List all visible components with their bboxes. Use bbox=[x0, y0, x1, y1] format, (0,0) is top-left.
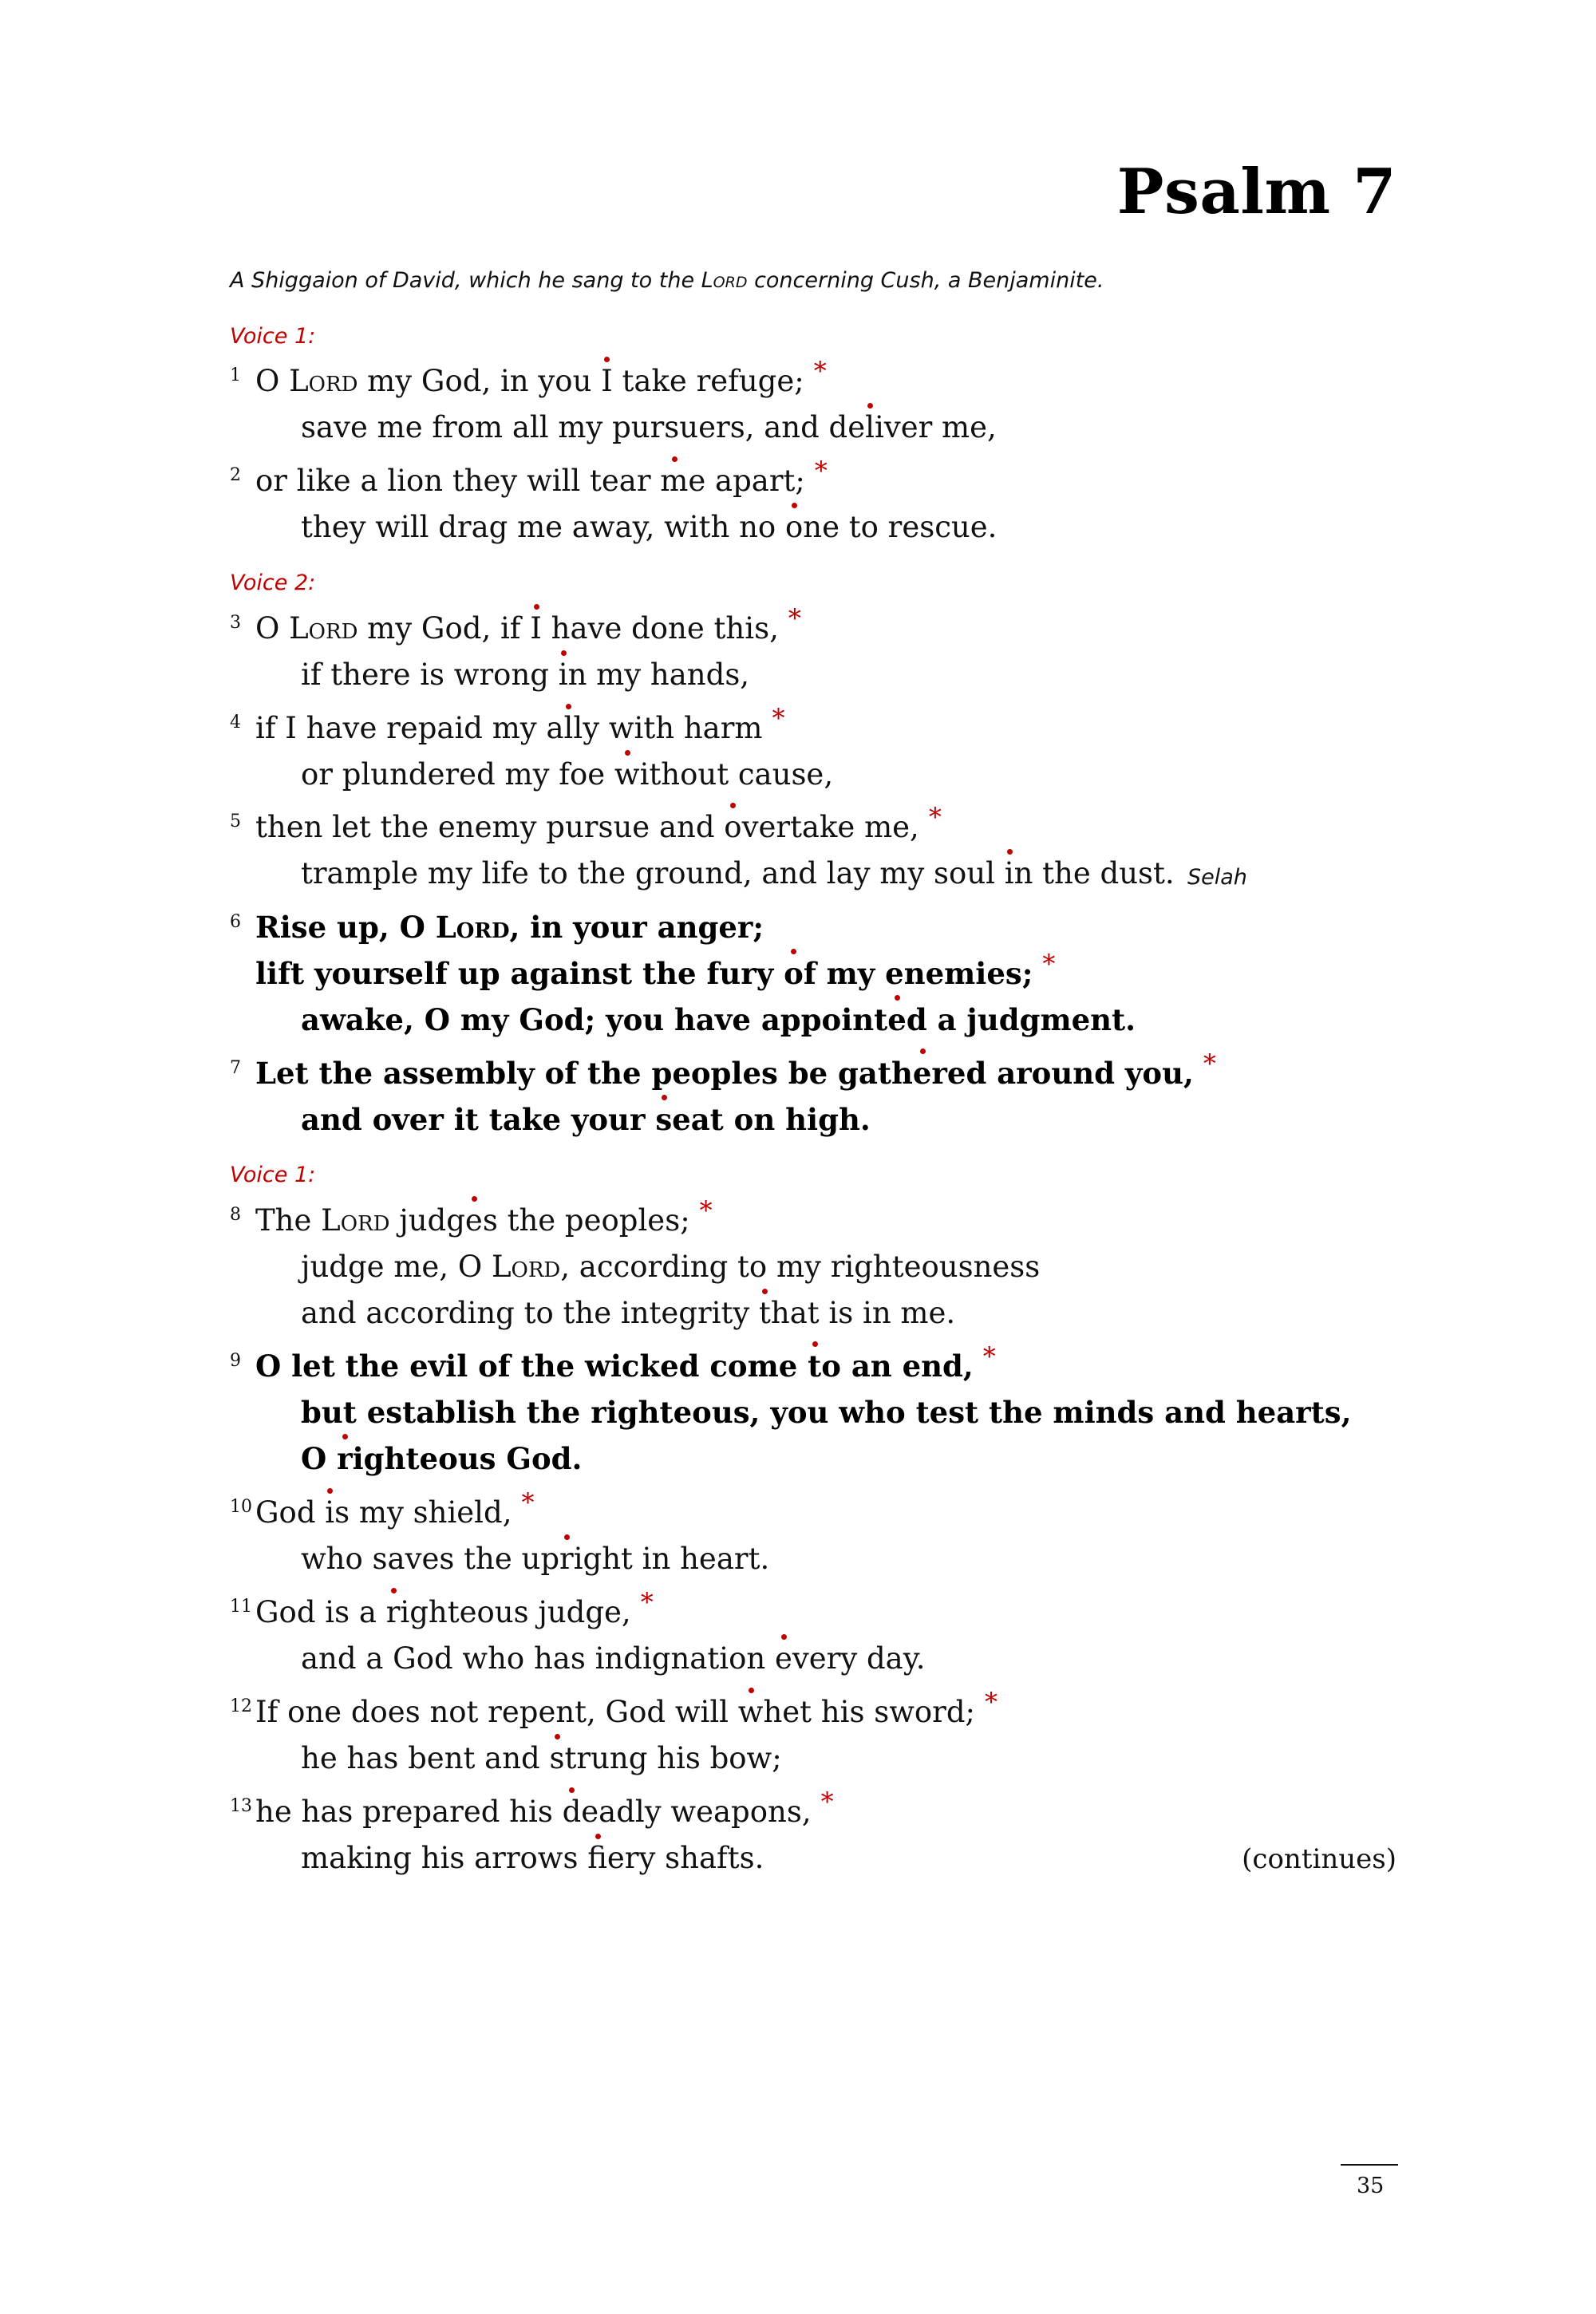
verse-number-12: 12 bbox=[230, 1696, 252, 1716]
text: , in your anger; bbox=[509, 910, 764, 945]
asterisk-mark: * bbox=[814, 456, 828, 486]
text: if there is wrong bbox=[301, 657, 559, 692]
asterisk-mark: * bbox=[772, 703, 785, 733]
verse-3-line-2 bbox=[301, 657, 750, 692]
pointing-dot: fi bbox=[587, 1841, 607, 1875]
text: he has prepared his bbox=[255, 1795, 563, 1829]
text: n my hands, bbox=[567, 657, 750, 692]
pointing-dot: i bbox=[558, 657, 568, 692]
text: Rise up, O bbox=[255, 910, 436, 945]
text: O let the evil of the wicked come bbox=[255, 1349, 808, 1384]
text: s the peoples; bbox=[482, 1203, 690, 1238]
text: judge me, O bbox=[301, 1250, 492, 1284]
text: my God, in you bbox=[358, 364, 602, 398]
asterisk-mark: * bbox=[640, 1587, 654, 1617]
verse-8-line-1 bbox=[255, 1195, 713, 1238]
verse-12-line-2 bbox=[301, 1743, 782, 1773]
verse-5-line-1 bbox=[255, 802, 942, 844]
text: s my shield, bbox=[334, 1495, 512, 1530]
asterisk-mark: * bbox=[928, 802, 942, 832]
text: red around you, bbox=[931, 1056, 1194, 1091]
pointing-dot: r bbox=[337, 1441, 353, 1476]
pointing-dot: e bbox=[912, 1056, 932, 1091]
footer-rule bbox=[1341, 2164, 1398, 2166]
pointing-dot: r bbox=[385, 1595, 401, 1629]
lord-smallcaps: Lord bbox=[491, 1250, 561, 1284]
text: Let the assembly of the peoples be gath bbox=[255, 1056, 913, 1091]
asterisk-mark: * bbox=[521, 1487, 535, 1518]
asterisk-mark: * bbox=[982, 1341, 996, 1372]
verse-13-line-2 bbox=[301, 1843, 764, 1873]
text: or plundered my foe bbox=[301, 757, 614, 792]
verse-6-line-3 bbox=[301, 1002, 1136, 1037]
continues-note: (continues) bbox=[1242, 1843, 1396, 1875]
text: ne to rescue. bbox=[803, 510, 998, 544]
verse-number-10: 10 bbox=[230, 1497, 252, 1517]
page-number: 35 bbox=[1357, 2174, 1385, 2198]
pointing-dot: d bbox=[562, 1795, 582, 1829]
pointing-dot: l bbox=[563, 711, 574, 745]
pointing-dot: e bbox=[464, 1203, 483, 1238]
text: vertake me, bbox=[741, 810, 919, 844]
text: n the dust. bbox=[1013, 856, 1175, 890]
text: hat is in me. bbox=[770, 1296, 956, 1330]
verse-number-9: 9 bbox=[230, 1351, 241, 1371]
verse-6-line-1 bbox=[255, 910, 764, 945]
text: take refuge; bbox=[612, 364, 804, 398]
verse-6-line-2 bbox=[255, 949, 1056, 991]
verse-number-4: 4 bbox=[230, 713, 241, 733]
text: ighteous judge, bbox=[400, 1595, 631, 1629]
pointing-dot: e bbox=[774, 1641, 792, 1676]
verse-4-line-2 bbox=[301, 757, 834, 792]
verse-7-line-2 bbox=[301, 1102, 871, 1137]
verse-9-line-1 bbox=[255, 1341, 996, 1384]
verse-11-line-1 bbox=[255, 1587, 654, 1629]
verse-number-13: 13 bbox=[230, 1796, 252, 1816]
verse-1-line-1 bbox=[255, 356, 827, 398]
text: e apart; bbox=[688, 464, 805, 498]
text: lift yourself up against the fury bbox=[255, 956, 784, 991]
pointing-dot: I bbox=[601, 364, 613, 398]
text: ly with harm bbox=[573, 711, 763, 745]
text: who saves the up bbox=[301, 1542, 560, 1576]
voice-label-2: Voice 2: bbox=[230, 571, 316, 595]
pointing-dot: s bbox=[655, 1102, 673, 1137]
pointing-dot: o bbox=[784, 510, 804, 544]
text: O bbox=[301, 1441, 338, 1476]
verse-number-6: 6 bbox=[230, 912, 241, 932]
verse-5-line-2 bbox=[301, 856, 1175, 890]
text: have done this, bbox=[541, 611, 779, 646]
pointing-dot: w bbox=[614, 757, 640, 792]
text: they will drag me away, with no bbox=[301, 510, 785, 544]
pointing-dot: r bbox=[559, 1542, 574, 1576]
text: eat on high. bbox=[672, 1102, 871, 1137]
verse-number-11: 11 bbox=[230, 1597, 252, 1617]
verse-2-line-2 bbox=[301, 512, 997, 542]
lord-smallcaps: Lord bbox=[321, 1203, 390, 1238]
text: and over it take your bbox=[301, 1102, 656, 1137]
verse-2-line-1 bbox=[255, 456, 828, 498]
text: and a God who has indignation bbox=[301, 1641, 775, 1676]
voice-label-3: Voice 1: bbox=[230, 1163, 316, 1187]
pointing-dot: w bbox=[737, 1695, 764, 1729]
text: awake, O my God; you have appoint bbox=[301, 1002, 888, 1037]
verse-7-line-1 bbox=[255, 1048, 1216, 1091]
asterisk-mark: * bbox=[1203, 1048, 1216, 1079]
verse-1-line-2 bbox=[301, 410, 997, 444]
text: judg bbox=[389, 1203, 465, 1238]
verse-8-line-3 bbox=[301, 1298, 955, 1328]
asterisk-mark: * bbox=[1042, 949, 1056, 979]
verse-number-5: 5 bbox=[230, 811, 241, 831]
text: he has bent and bbox=[301, 1741, 550, 1775]
text: save me from all my pursuers, and de bbox=[301, 410, 866, 444]
verse-number-7: 7 bbox=[230, 1058, 241, 1078]
pointing-dot: s bbox=[549, 1741, 565, 1775]
pointing-dot: m bbox=[660, 464, 689, 498]
verse-number-1: 1 bbox=[230, 365, 241, 385]
text: and according to the integrity bbox=[301, 1296, 760, 1330]
verse-9-line-2 bbox=[301, 1395, 1352, 1430]
verse-3-line-1 bbox=[255, 603, 801, 646]
text: , according to my righteousness bbox=[560, 1250, 1041, 1284]
lord-smallcaps: Lord bbox=[289, 611, 358, 646]
text: If one does not repent, God will bbox=[255, 1695, 738, 1729]
verse-9-line-3 bbox=[301, 1441, 583, 1476]
pointing-dot: o bbox=[784, 956, 804, 991]
text: eadly weapons, bbox=[581, 1795, 812, 1829]
text: iver me, bbox=[874, 410, 997, 444]
text: ithout cause, bbox=[639, 757, 834, 792]
text: het his sword; bbox=[763, 1695, 975, 1729]
superscription: A Shiggaion of David, which he sang to the Lord concerning Cush, a Benjaminite. bbox=[230, 268, 1104, 293]
asterisk-mark: * bbox=[788, 603, 801, 634]
verse-8-line-2 bbox=[301, 1250, 1041, 1284]
pointing-dot: i bbox=[325, 1495, 335, 1530]
pointing-dot: i bbox=[1004, 856, 1014, 890]
text: making his arrows bbox=[301, 1841, 588, 1875]
verse-number-3: 3 bbox=[230, 613, 241, 633]
lord-smallcaps: Lord bbox=[435, 910, 510, 945]
verse-10-line-1 bbox=[255, 1487, 535, 1530]
verse-12-line-1 bbox=[255, 1687, 998, 1729]
pointing-dot: t bbox=[808, 1349, 822, 1384]
text: or like a lion they will tear bbox=[255, 464, 661, 498]
text: God bbox=[255, 1495, 326, 1530]
verse-number-8: 8 bbox=[230, 1205, 241, 1225]
text: if I have repaid my a bbox=[255, 711, 564, 745]
asterisk-mark: * bbox=[699, 1195, 713, 1226]
text: d a judgment. bbox=[906, 1002, 1136, 1037]
text: but establish the righteous, you who test the minds and hearts, bbox=[301, 1395, 1352, 1430]
text: f my enemies; bbox=[803, 956, 1033, 991]
page-title: Psalm 7 bbox=[1116, 156, 1396, 228]
text: O bbox=[255, 611, 290, 646]
text: my God, if bbox=[358, 611, 531, 646]
lord-smallcaps: Lord bbox=[701, 268, 748, 293]
pointing-dot: o bbox=[724, 810, 742, 844]
asterisk-mark: * bbox=[813, 356, 827, 386]
text: ery shafts. bbox=[606, 1841, 764, 1875]
text: God is a bbox=[255, 1595, 386, 1629]
text: The bbox=[255, 1203, 322, 1238]
pointing-dot: l bbox=[865, 410, 875, 444]
text: ighteous God. bbox=[352, 1441, 583, 1476]
verse-11-line-2 bbox=[301, 1641, 926, 1676]
pointing-dot: I bbox=[530, 611, 542, 646]
pointing-dot: t bbox=[759, 1296, 771, 1330]
verse-number-2: 2 bbox=[230, 465, 241, 485]
text: trample my life to the ground, and lay my soul bbox=[301, 856, 1005, 890]
verse-13-line-1 bbox=[255, 1787, 834, 1829]
text: then let the enemy pursue and bbox=[255, 810, 725, 844]
verse-10-line-2 bbox=[301, 1544, 769, 1574]
asterisk-mark: * bbox=[820, 1787, 834, 1817]
text: very day. bbox=[792, 1641, 926, 1676]
selah-marker: Selah bbox=[1187, 865, 1247, 890]
text: o an end, bbox=[821, 1349, 974, 1384]
lord-smallcaps: Lord bbox=[289, 364, 358, 398]
text: O bbox=[255, 364, 290, 398]
voice-label-1: Voice 1: bbox=[230, 324, 316, 349]
asterisk-mark: * bbox=[985, 1687, 998, 1717]
text: trung his bow; bbox=[564, 1741, 782, 1775]
text: ight in heart. bbox=[573, 1542, 770, 1576]
pointing-dot: e bbox=[887, 1002, 907, 1037]
verse-4-line-1 bbox=[255, 703, 785, 745]
